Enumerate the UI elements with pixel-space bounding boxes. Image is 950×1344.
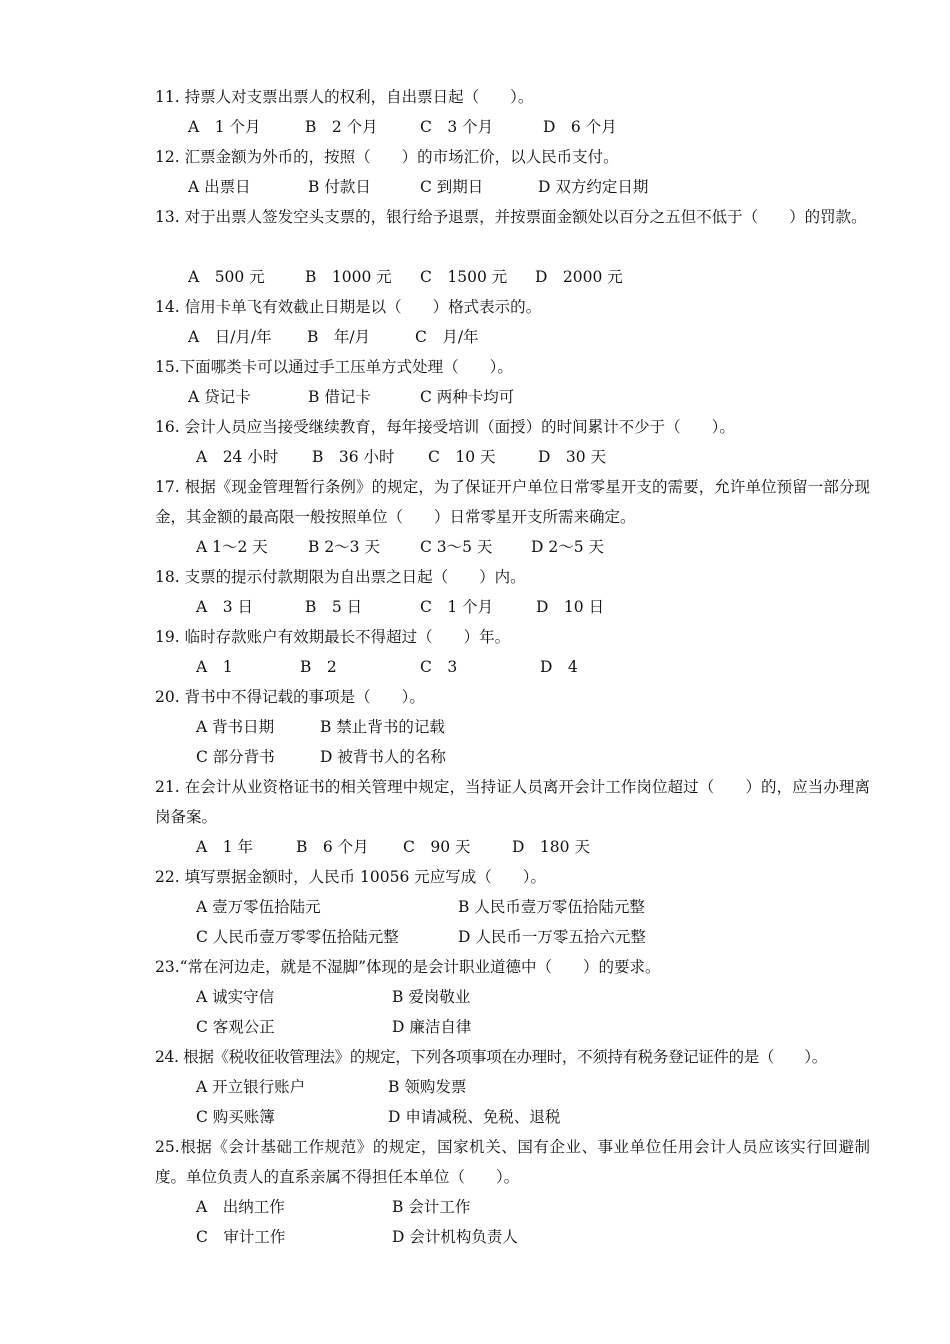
question-19-option-d: D 4 [540,658,578,676]
question-13-stem: 13. 对于出票人签发空头支票的，银行给予退票，并按票面金额处以百分之五但不低于（ ）的罚款。 [155,208,867,226]
question-14-option-b: B 年/月 [307,328,371,346]
question-17-option-b: B 2～3 天 [308,538,380,556]
question-13-option-b: B 1000 元 [305,268,392,286]
question-25-option-c: C 审计工作 [196,1228,286,1246]
question-15-option-b: B 借记卡 [308,388,371,406]
question-22-option-c: C 人民币壹万零零伍拾陆元整 [196,928,399,946]
question-16-option-a: A 24 小时 [196,448,279,466]
question-23-option-c: C 客观公正 [196,1018,275,1036]
question-18-option-b: B 5 日 [305,598,363,616]
question-13-option-a: A 500 元 [188,268,265,286]
question-19-option-c: C 3 [420,658,458,676]
question-15-option-c: C 两种卡均可 [420,388,515,406]
question-18-option-a: A 3 日 [196,598,253,616]
question-14-option-a: A 日/月/年 [188,328,272,346]
question-17-option-a: A 1～2 天 [196,538,268,556]
question-21-option-b: B 6 个月 [296,838,369,856]
question-11-option-b: B 2 个月 [305,118,378,136]
question-11-option-d: D 6 个月 [543,118,617,136]
question-13-option-c: C 1500 元 [420,268,508,286]
question-16-option-d: D 30 天 [538,448,607,466]
question-19-option-b: B 2 [300,658,337,676]
question-24-stem: 24. 根据《税收征收管理法》的规定，下列各项事项在办理时，不须持有税务登记证件的是（ ）。 [155,1048,827,1066]
question-19-option-a: A 1 [196,658,233,676]
question-20-option-d: D 被背书人的名称 [320,748,446,766]
question-25-stem: 25.根据《会计基础工作规范》的规定，国家机关、国有企业、事业单位任用会计人员应该实行回避制度。单位负责人的直系亲属不得担任本单位（ ）。 [155,1138,870,1186]
question-20-option-c: C 部分背书 [196,748,275,766]
question-17-option-d: D 2～5 天 [531,538,605,556]
question-22-option-b: B 人民币壹万零伍拾陆元整 [458,898,645,916]
question-21-option-d: D 180 天 [512,838,590,856]
question-11-stem: 11. 持票人对支票出票人的权利，自出票日起（ ）。 [155,88,534,106]
question-17-option-c: C 3～5 天 [420,538,493,556]
question-22-option-d: D 人民币一万零五拾六元整 [458,928,646,946]
question-24-option-b: B 领购发票 [388,1078,467,1096]
question-25-option-b: B 会计工作 [392,1198,471,1216]
question-11-option-c: C 3 个月 [420,118,494,136]
question-22-stem: 22. 填写票据金额时，人民币 10056 元应写成（ ）。 [155,868,546,886]
question-12-option-d: D 双方约定日期 [538,178,649,196]
question-23-option-b: B 爱岗敬业 [392,988,471,1006]
question-23-stem: 23.“常在河边走，就是不湿脚”体现的是会计职业道德中（ ）的要求。 [155,958,661,976]
question-13-option-d: D 2000 元 [535,268,623,286]
question-14-stem: 14. 信用卡单飞有效截止日期是以（ ）格式表示的。 [155,298,542,316]
question-21-stem: 21. 在会计从业资格证书的相关管理中规定，当持证人员离开会计工作岗位超过（ ）的，应当办理离岗备案。 [155,778,870,826]
question-22-option-a: A 壹万零伍拾陆元 [196,898,321,916]
question-12-option-a: A 出票日 [188,178,251,196]
question-18-stem: 18. 支票的提示付款期限为自出票之日起（ ）内。 [155,568,526,586]
question-24-option-a: A 开立银行账户 [196,1078,306,1096]
question-12-option-b: B 付款日 [308,178,371,196]
question-15-stem: 15.下面哪类卡可以通过手工压单方式处理（ ）。 [155,358,513,376]
question-24-option-d: D 申请减税、免税、退税 [388,1108,561,1126]
question-21-option-a: A 1 年 [196,838,253,856]
question-16-stem: 16. 会计人员应当接受继续教育，每年接受培训（面授）的时间累计不少于（ ）。 [155,418,735,436]
question-15-option-a: A 贷记卡 [188,388,251,406]
question-20-option-a: A 背书日期 [196,718,275,736]
question-18-option-d: D 10 日 [536,598,605,616]
question-16-option-b: B 36 小时 [312,448,395,466]
question-19-stem: 19. 临时存款账户有效期最长不得超过（ ）年。 [155,628,511,646]
question-23-option-a: A 诚实守信 [196,988,275,1006]
question-11-option-a: A 1 个月 [188,118,261,136]
question-25-option-a: A 出纳工作 [196,1198,285,1216]
question-12-option-c: C 到期日 [420,178,484,196]
question-23-option-d: D 廉洁自律 [392,1018,472,1036]
question-24-option-c: C 购买账簿 [196,1108,275,1126]
question-20-stem: 20. 背书中不得记载的事项是（ ）。 [155,688,425,706]
question-14-option-c: C 月/年 [415,328,479,346]
question-17-stem: 17. 根据《现金管理暂行条例》的规定，为了保证开户单位日常零星开支的需要，允许单位预留一部分现金，其金额的最高限一般按照单位（ ）日常零星开支所需来确定。 [155,478,870,526]
question-12-stem: 12. 汇票金额为外币的，按照（ ）的市场汇价，以人民币支付。 [155,148,619,166]
question-18-option-c: C 1 个月 [420,598,494,616]
question-16-option-c: C 10 天 [428,448,496,466]
question-21-option-c: C 90 天 [403,838,471,856]
question-25-option-d: D 会计机构负责人 [392,1228,518,1246]
question-20-option-b: B 禁止背书的记载 [320,718,445,736]
